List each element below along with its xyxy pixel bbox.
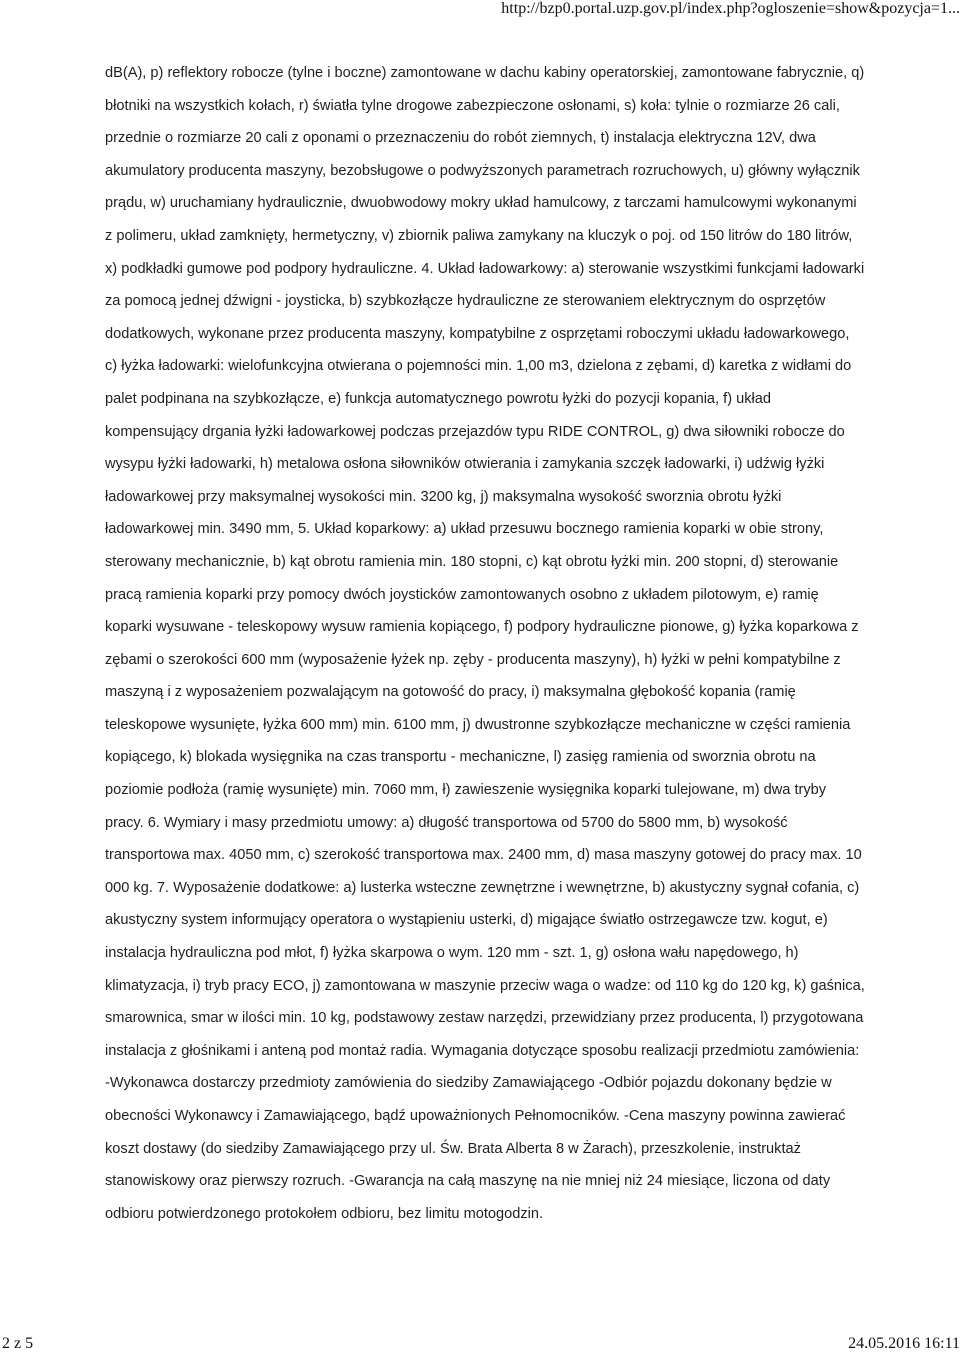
document-paragraph: dB(A), p) reflektory robocze (tylne i boczne) zamontowane w dachu kabiny operatorskiej, zamontowane fabrycznie, q) błotniki na wszystkich kołach, r) światła tylne drogowe zabezpieczone osłonami, s) koła: tylnie o rozmiarze 26 cali, przednie o rozmiarze 20 cali z oponami o przeznaczeniu do robót ziemnych, t) instalacja elektryczna 12V, dwa akumulatory producenta maszyny, bezobsługowe o podwyższonych parametrach rozruchowych, u) główny wyłącznik prądu, w) uruchamiany hydraulicznie, dwuobwodowy mokry układ hamulcowy, z tarczami hamulcowymi wykonanymi z polimeru, układ zamknięty, hermetyczny, v) zbiornik paliwa zamykany na kluczyk o poj. od 150 litrów do 180 litrów, x) podkładki gumowe pod podpory hydrauliczne. 4. Układ ładowarkowy: a) sterowanie wszystkimi funkcjami ładowarki za pomocą jednej dźwigni - joysticka, b) szybkozłącze hydrauliczne ze sterowaniem elektrycznym do osprzętów dodatkowych, wykonane przez producenta maszyny, kompatybilne z osprzętami roboczymi układu ładowarkowego, c) łyżka ładowarki: wielofunkcyjna otwierana o pojemności min. 1,00 m3, dzielona z zębami, d) karetka z widłami do palet podpinana na szybkozłącze, e) funkcja automatycznego powrotu łyżki do pozycji kopania, f) układ kompensujący drgania łyżki ładowarkowej podczas przejazdów typu RIDE CONTROL, g) dwa siłowniki robocze do wysypu łyżki ładowarki, h) metalowa osłona siłowników otwierania i zamykania szczęk ładowarki, i) udźwig łyżki ładowarkowej przy maksymalnej wysokości min. 3200 kg, j) maksymalna wysokość sworznia obrotu łyżki ładowarkowej min. 3490 mm, 5. Układ koparkowy: a) układ przesuwu bocznego ramienia koparki w obie strony, sterowany mechanicznie, b) kąt obrotu ramienia min. 180 stopni, c) kąt obrotu łyżki min. 200 stopni, d) sterowanie pracą ramienia koparki przy pomocy dwóch joysticków zamontowanych osobno z układem pilotowym, e) ramię koparki wysuwane - teleskopowy wysuw ramienia kopiącego, f) podpory hydrauliczne pionowe, g) łyżka koparkowa z zębami o szerokości 600 mm (wyposażenie łyżek np. zęby - producenta maszyny), h) łyżki w pełni kompatybilne z maszyną i z wyposażeniem pozwalającym na gotowość do pracy, i) maksymalna głębokość kopania (ramię teleskopowe wysunięte, łyżka 600 mm) min. 6100 mm, j) dwustronne szybkozłącze mechaniczne w części ramienia kopiącego, k) blokada wysięgnika na czas transportu - mechaniczne, l) zasięg ramienia od sworznia obrotu na poziomie podłoża (ramię wysunięte) min. 7060 mm, ł) zawieszenie wysięgnika koparki tulejowane, m) dwa tryby pracy. 6. Wymiary i masy przedmiotu umowy: a) długość transportowa od 5700 do 5800 mm, b) wysokość transportowa max. 4050 mm, c) szerokość transportowa max. 2400 mm, d) masa maszyny gotowej do pracy max. 10 000 kg. 7. Wyposażenie dodatkowe: a) lusterka wsteczne zewnętrzne i wewnętrzne, b) akustyczny sygnał cofania, c) akustyczny system informujący operatora o wystąpieniu usterki, d) migające światło ostrzegawcze tzw. kogut, e) instalacja hydrauliczna pod młot, f) łyżka skarpowa o wym. 120 mm - szt. 1, g) osłona wału napędowego, h) klimatyzacja, i) tryb pracy ECO, j) zamontowana w maszynie przeciw waga o wadze: od 110 kg do 120 kg, k) gaśnica, smarownica, smar w ilości min. 10 kg, podstawowy zestaw narzędzi, przewidziany przez producenta, l) przygotowana instalacja z głośnikami i anteną pod montaż radia. Wymagania dotyczące sposobu realizacji przedmiotu zamówienia: -Wykonawca dostarczy przedmioty zamówienia do siedziby Zamawiającego -Odbiór pojazdu dokonany będzie w obecności Wykonawcy i Zamawiającego, bądź upoważnionych Pełnomocników. -Cena maszyny powinna zawierać koszt dostawy (do siedziby Zamawiającego przy ul. Św. Brata Alberta 8 w Żarach), przeszkolenie, instruktaż stanowiskowy oraz pierwszy rozruch. -Gwarancja na całą maszynę na nie mniej niż 24 miesiące, liczona od daty odbioru potwierdzonego protokołem odbioru, bez limitu motogodzin. — [105, 65, 865, 1222]
page-url-header: http://bzp0.portal.uzp.gov.pl/index.php?ogloszenie=show&pozycja=1... — [501, 0, 960, 17]
print-datetime: 24.05.2016 16:11 — [848, 1335, 960, 1352]
page-number: 2 z 5 — [2, 1335, 34, 1352]
document-body — [105, 57, 865, 1230]
page-footer — [0, 1333, 960, 1355]
